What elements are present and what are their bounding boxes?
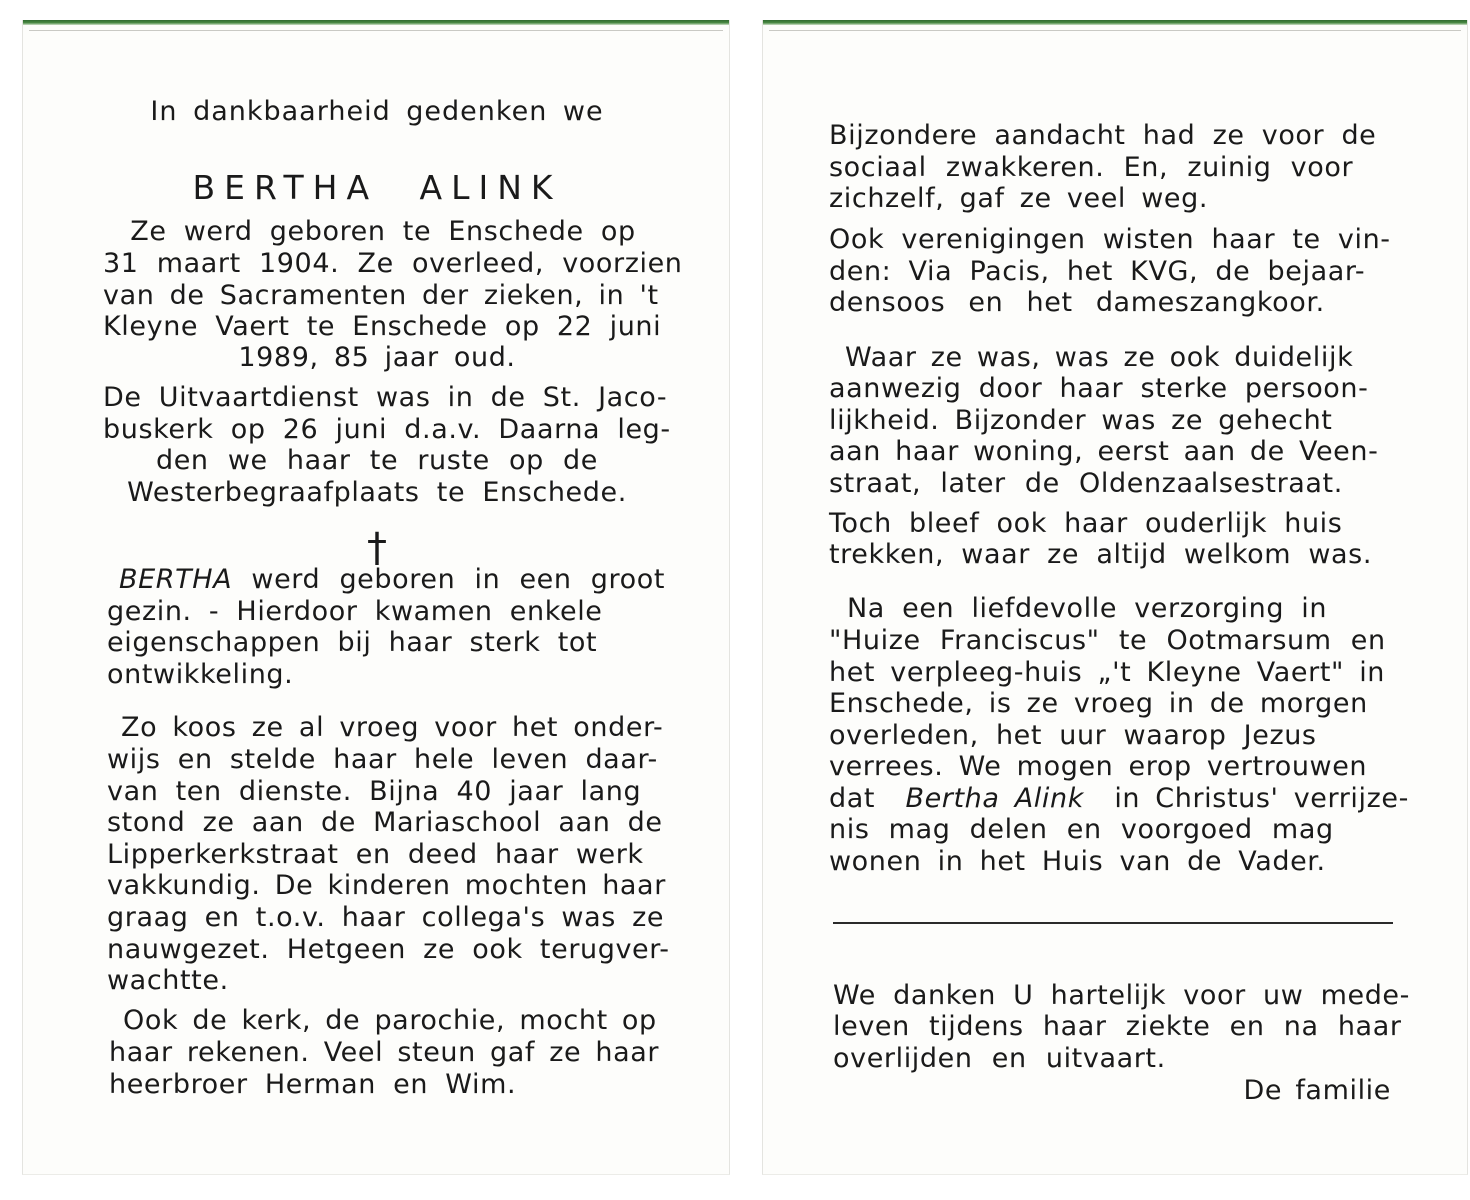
card-top-edge bbox=[23, 20, 729, 25]
education-line-7: graag en t.o.v. haar collega's was ze bbox=[107, 902, 665, 933]
birth-line-3: van de Sacramenten der zieken, in 't bbox=[103, 280, 659, 311]
faith-line-1 bbox=[829, 783, 1409, 814]
education-line-9: wachtte. bbox=[107, 965, 229, 996]
home-line-2: trekken, waar ze altijd welkom was. bbox=[829, 539, 1373, 570]
personality-line-2: aanwezig door haar sterke persoon- bbox=[829, 373, 1369, 404]
funeral-line-1: De Uitvaartdienst was in de St. Jaco- bbox=[103, 382, 668, 413]
memorial-card-right bbox=[762, 20, 1468, 1175]
home-line-1: Toch bleef ook haar ouderlijk huis bbox=[829, 508, 1343, 539]
thanks-line-2: leven tijdens haar ziekte en na haar bbox=[833, 1011, 1402, 1042]
education-line-5: Lipperkerkstraat en deed haar werk bbox=[107, 839, 644, 870]
care-line-3: het verpleeg-huis „'t Kleyne Vaert" in bbox=[829, 657, 1386, 688]
personality-line-3: lijkheid. Bijzonder was ze gehecht bbox=[829, 405, 1333, 436]
birth-line-4: Kleyne Vaert te Enschede op 22 juni bbox=[103, 311, 662, 342]
deceased-name: BERTHA ALINK bbox=[192, 168, 562, 207]
family-line-2: gezin. - Hierdoor kwamen enkele bbox=[107, 596, 603, 627]
personality-line-1: Waar ze was, was ze ook duidelijk bbox=[845, 342, 1354, 373]
faith-name-italic: Bertha Alink bbox=[905, 783, 1084, 814]
education-line-8: nauwgezet. Hetgeen ze ook terugver- bbox=[107, 934, 670, 965]
birth-line-1: Ze werd geboren te Enschede op bbox=[130, 216, 636, 247]
personality-line-5: straat, later de Oldenzaalsestraat. bbox=[829, 468, 1343, 499]
thanks-line-1: We danken U hartelijk voor uw mede- bbox=[833, 980, 1410, 1011]
education-line-1: Zo koos ze al vroeg voor het onder- bbox=[121, 712, 664, 743]
family-line-3: eigenschappen bij haar sterk tot bbox=[107, 627, 598, 658]
funeral-line-2: buskerk op 26 juni d.a.v. Daarna leg- bbox=[103, 414, 671, 445]
church-line-2: haar rekenen. Veel steun gaf ze haar bbox=[109, 1037, 660, 1068]
card-top-edge-shadow bbox=[769, 30, 1461, 31]
family-line-1-rest: werd geboren in een groot bbox=[251, 564, 666, 595]
associations-line-1: Ook verenigingen wisten haar te vin- bbox=[829, 224, 1391, 255]
associations-line-3: densoos en het dameszangkoor. bbox=[829, 287, 1325, 318]
social-line-1: Bijzondere aandacht had ze voor de bbox=[829, 120, 1377, 151]
faith-post: in Christus' verrijze- bbox=[1114, 783, 1409, 814]
faith-line-3: wonen in het Huis van de Vader. bbox=[829, 846, 1326, 877]
funeral-line-4: Westerbegraafplaats te Enschede. bbox=[127, 477, 627, 508]
thanks-line-3: overlijden en uitvaart. bbox=[833, 1043, 1166, 1074]
birth-line-2: 31 maart 1904. Ze overleed, voorzien bbox=[103, 248, 683, 279]
separator-rule bbox=[833, 922, 1393, 924]
church-line-1: Ook de kerk, de parochie, mocht op bbox=[123, 1005, 657, 1036]
card-top-edge-shadow bbox=[29, 30, 723, 31]
signature: De familie bbox=[1243, 1075, 1391, 1106]
family-name-italic: BERTHA bbox=[119, 564, 233, 595]
birth-line-5: 1989, 85 jaar oud. bbox=[238, 342, 516, 373]
care-line-4: Enschede, is ze vroeg in de morgen bbox=[829, 688, 1368, 719]
education-line-6: vakkundig. De kinderen mochten haar bbox=[107, 870, 666, 901]
church-line-3: heerbroer Herman en Wim. bbox=[109, 1069, 517, 1100]
intro-text: In dankbaarheid gedenken we bbox=[150, 96, 604, 127]
personality-line-4: aan haar woning, eerst aan de Veen- bbox=[829, 436, 1379, 467]
social-line-3: zichzelf, gaf ze veel weg. bbox=[829, 183, 1209, 214]
education-line-4: stond ze aan de Mariaschool aan de bbox=[107, 807, 663, 838]
memorial-card-left bbox=[22, 20, 730, 1175]
faith-pre: dat bbox=[829, 783, 876, 814]
social-line-2: sociaal zwakkeren. En, zuinig voor bbox=[829, 152, 1354, 183]
associations-line-2: den: Via Pacis, het KVG, de bejaar- bbox=[829, 256, 1366, 287]
faith-line-2: nis mag delen en voorgoed mag bbox=[829, 814, 1334, 845]
education-line-3: van ten dienste. Bijna 40 jaar lang bbox=[107, 776, 642, 807]
care-line-5: overleden, het uur waarop Jezus bbox=[829, 720, 1317, 751]
care-line-1: Na een liefdevolle verzorging in bbox=[847, 593, 1328, 624]
cross-icon: † bbox=[367, 525, 387, 571]
care-line-6: verrees. We mogen erop vertrouwen bbox=[829, 751, 1368, 782]
family-line-1 bbox=[119, 564, 665, 595]
card-top-edge bbox=[763, 20, 1467, 25]
funeral-line-3: den we haar te ruste op de bbox=[155, 445, 599, 476]
education-line-2: wijs en stelde haar hele leven daar- bbox=[107, 744, 658, 775]
family-line-4: ontwikkeling. bbox=[107, 659, 294, 690]
care-line-2: "Huize Franciscus" te Ootmarsum en bbox=[829, 625, 1386, 656]
